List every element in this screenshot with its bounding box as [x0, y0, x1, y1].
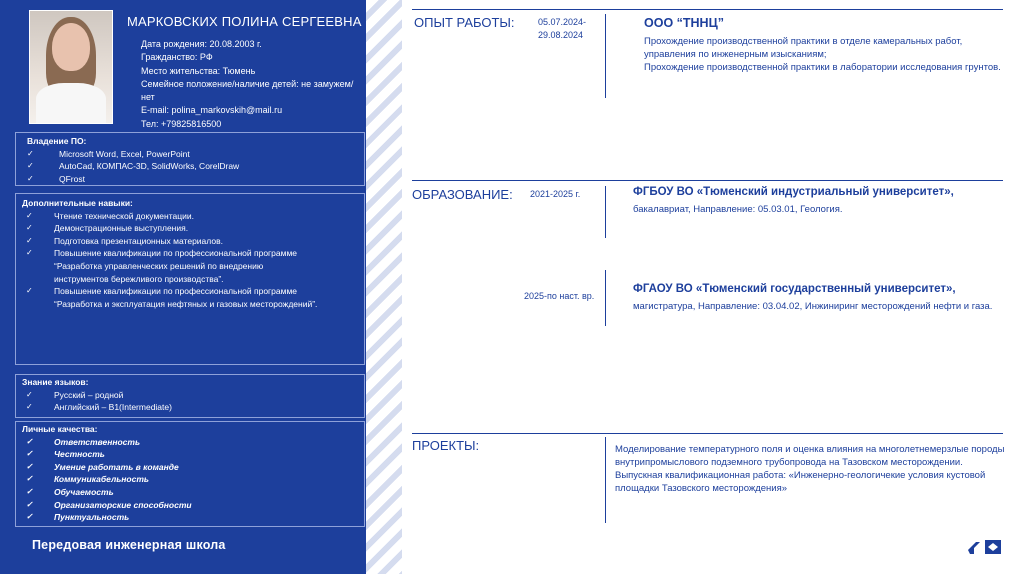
education-org-1: ФГБОУ ВО «Тюменский индустриальный университет», [633, 186, 954, 198]
check-icon: ✓ [26, 486, 33, 496]
check-icon: ✓ [26, 474, 33, 484]
person-name: МАРКОВСКИХ ПОЛИНА СЕРГЕЕВНА [127, 14, 362, 29]
left-column [0, 0, 366, 574]
list-item: ✓ Повышение квалификации по профессиональной программе “Разработка управленческих решений по внедрению инструментов бережливого производства”. [26, 248, 298, 284]
check-icon: ✓ [26, 235, 33, 245]
check-icon: ✓ [26, 389, 33, 399]
education-dates-1: 2021-2025 г. [530, 189, 581, 199]
software-section [27, 135, 347, 185]
phone: Тел: +79825816500 [141, 118, 222, 129]
check-icon: ✓ [26, 499, 33, 509]
vertical-divider [605, 437, 606, 523]
profile-photo [29, 10, 113, 124]
marital-status: Семейное положение/наличие детей: не замужем/нет [141, 78, 354, 103]
vertical-divider [605, 186, 606, 238]
skills-title: Дополнительные навыки: [22, 198, 133, 208]
education-org-2: ФГАОУ ВО «Тюменский государственный университет», [633, 283, 956, 295]
languages-section [22, 376, 340, 414]
list-item: ✓ Повышение квалификации по профессиональной программе “Разработка и эксплуатация нефтяных и газовых месторождений”. [26, 286, 318, 309]
check-icon: ✓ [27, 161, 34, 171]
personal-info [141, 38, 356, 131]
experience-label: ОПЫТ РАБОТЫ: [414, 15, 515, 30]
list-item: ✓ Microsoft Word, Excel, PowerPoint [27, 148, 190, 159]
qualities-title: Личные качества: [22, 424, 98, 434]
list-item: ✓ Демонстрационные выступления. [26, 223, 189, 234]
skills-section [22, 197, 340, 310]
list-item: ✓ Английский – B1(Intermediate) [26, 402, 172, 413]
qualities-section [22, 423, 340, 524]
check-icon: ✓ [26, 223, 33, 233]
divider [412, 433, 1003, 434]
software-title: Владение ПО: [27, 136, 87, 146]
list-item: ✓ AutoCad, КОМПАС-3D, SolidWorks, CorelDraw [27, 161, 240, 172]
decorative-stripe [366, 0, 402, 574]
check-icon: ✓ [26, 286, 33, 296]
check-icon: ✓ [26, 449, 33, 459]
list-item: ✓ Умение работать в команде [26, 461, 179, 472]
list-item: ✓ Коммуникабельность [26, 474, 149, 485]
school-logo-icon [966, 538, 1004, 556]
check-icon: ✓ [27, 148, 34, 158]
education-desc-1: бакалавриат, Направление: 05.03.01, Геология. [633, 204, 843, 215]
citizenship: Гражданство: РФ [141, 52, 213, 63]
check-icon: ✓ [26, 436, 33, 446]
check-icon: ✓ [26, 248, 33, 258]
list-item: ✓ Пунктуальность [26, 512, 130, 523]
check-icon: ✓ [26, 461, 33, 471]
education-desc-2: магистратура, Направление: 03.04.02, Инжиниринг месторождений нефти и газа. [633, 301, 993, 312]
list-item: ✓ Чтение технической документации. [26, 210, 194, 221]
experience-desc: Прохождение производственной практики в отделе камеральных работ, управления по инженерным изысканиям; Прохождение производственной практики в лаборатории исследования грунтов. [644, 36, 1001, 73]
list-item: ✓ Подготовка презентационных материалов. [26, 235, 223, 246]
list-item: ✓ Русский – родной [26, 389, 124, 400]
birth-date: Дата рождения: 20.08.2003 г. [141, 39, 262, 49]
list-item: ✓ Честность [26, 449, 105, 460]
languages-title: Знание языков: [22, 377, 89, 387]
check-icon: ✓ [26, 402, 33, 412]
projects-label: ПРОЕКТЫ: [412, 438, 480, 453]
vertical-divider [605, 14, 606, 98]
list-item: ✓ Организаторские способности [26, 499, 192, 510]
divider [412, 9, 1003, 10]
experience-dates: 05.07.2024- 29.08.2024 [538, 17, 587, 40]
education-dates-2: 2025-по наст. вр. [524, 291, 595, 301]
check-icon: ✓ [26, 512, 33, 522]
projects-desc: Моделирование температурного поля и оценка влияния на многолетнемерзлые породы внутрипромыслового подземного трубопровода на Тазовском месторождении. Выпускная квалификационная работа: «Инженерно-геологичекие условия кустовой площадки Тазовского месторождения» [615, 444, 1005, 494]
check-icon: ✓ [26, 210, 33, 220]
list-item: ✓ Обучаемость [26, 486, 114, 497]
list-item: ✓ Ответственность [26, 436, 140, 447]
vertical-divider [605, 270, 606, 326]
school-name: Передовая инженерная школа [32, 538, 226, 552]
email: E-mail: polina_markovskih@mail.ru [141, 105, 283, 116]
experience-org: ООО “ТННЦ” [644, 16, 724, 30]
residence: Место жительства: Тюмень [141, 65, 256, 76]
divider [412, 180, 1003, 181]
check-icon: ✓ [27, 173, 34, 183]
list-item: ✓ QFrost [27, 173, 85, 184]
education-label: ОБРАЗОВАНИЕ: [412, 187, 513, 202]
